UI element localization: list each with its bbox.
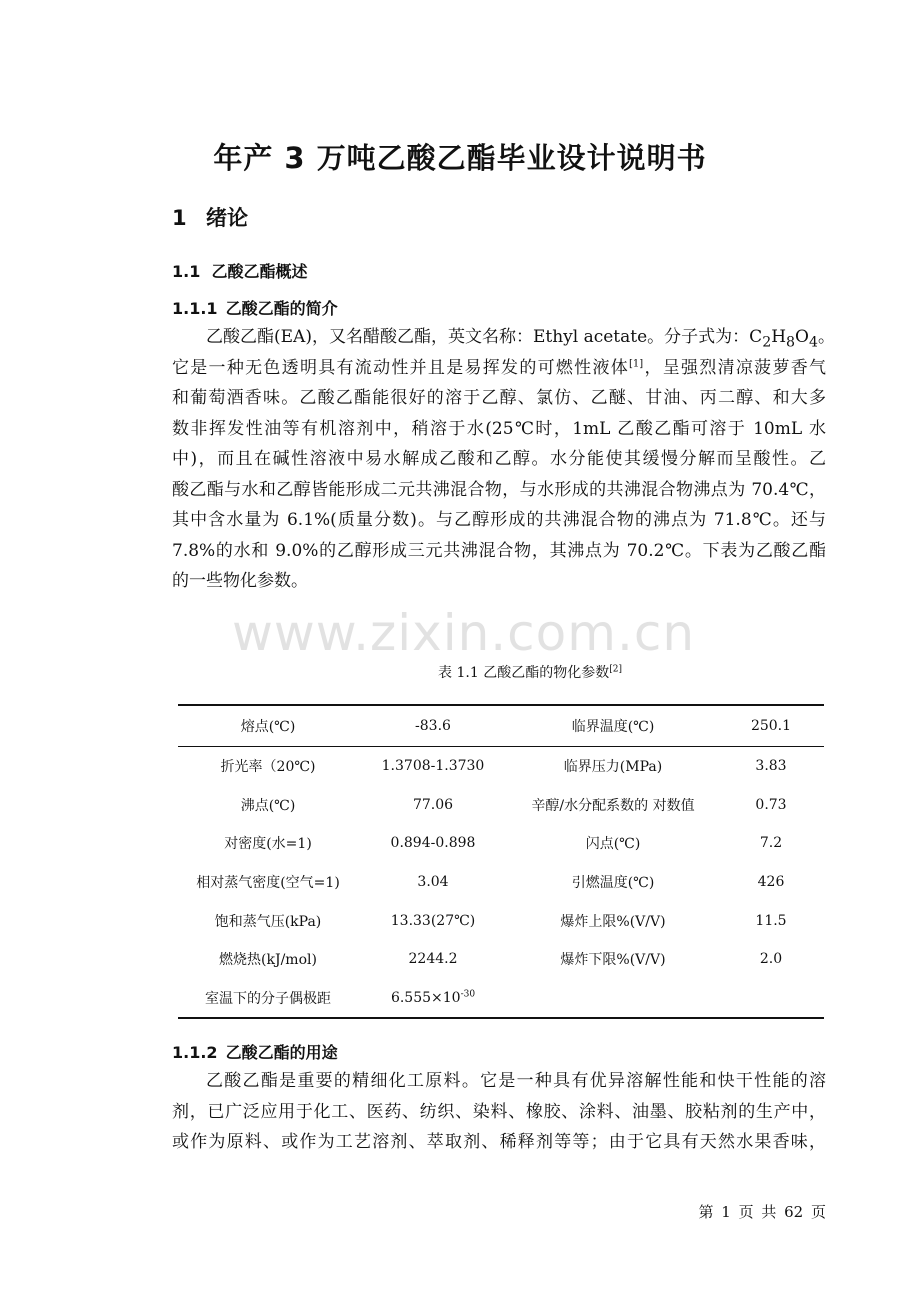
table-cell: 7.2 [759,835,783,852]
table-cell: 爆炸上限%(V/V) [560,913,666,930]
table-cell: 室温下的分子偶极距 [178,979,358,1019]
table-cell: 引燃温度(℃) [571,875,655,892]
table-cell: -83.6 [358,705,508,747]
subsection-number: 1.1.2 [172,1043,218,1062]
chapter-number: 1 [172,206,187,230]
table-cell: 沸点(℃) [240,797,296,814]
table-cell: 闪点(℃) [585,836,641,853]
table-row [178,824,824,863]
table-cell: 1.3708-1.3730 [381,758,485,775]
table-row [178,940,824,979]
table-cell: 2244.2 [408,951,458,968]
table-cell: 426 [757,874,785,891]
table-cell: 爆炸下限%(V/V) [560,952,666,969]
table-cell: 0.894-0.898 [390,835,476,852]
table-row [178,747,824,786]
table-cell: 饱和蒸气压(kPa) [214,913,322,930]
uses-paragraph [172,1066,826,1158]
citation-ref: [2] [609,664,622,675]
properties-table [178,704,824,1019]
paragraph-line: 中)，而且在碱性溶液中易水解成乙酸和乙醇。水分能使其缓慢分解而呈酸性。乙 [172,449,826,469]
paragraph-line: 和葡萄酒香味。乙酸乙酯能很好的溶于乙醇、氯仿、乙醚、甘油、丙二醇、和大多 [172,388,826,408]
table-header-row [178,705,824,747]
paragraph-line: 的一些物化参数。 [172,571,308,591]
paragraph-line: 7.8%的水和 9.0%的乙醇形成三元共沸混合物，其沸点为 70.2℃。下表为乙酸乙酯 [172,540,826,561]
table-cell [718,979,824,1019]
section-heading [172,259,308,282]
paragraph-line: 数非挥发性油等有机溶剂中，稍溶于水(25℃时，1mL 乙酸乙酯可溶于 10mL 水 [172,418,826,439]
table-cell: 辛醇/水分配系数的 对数值 [531,797,695,814]
paragraph-line: 或作为原料、或作为工艺溶剂、萃取剂、稀释剂等等；由于它具有天然水果香味， [172,1132,826,1152]
table-cell: 3.83 [755,758,787,775]
table-cell: 熔点(℃) [178,705,358,747]
paragraph-line: 酸乙酯与水和乙醇皆能形成二元共沸混合物，与水形成的共沸混合物沸点为 70.4℃， [172,479,826,500]
section-title: 乙酸乙酯概述 [211,262,308,281]
table-row [178,863,824,902]
table-cell: 13.33(27℃) [390,912,476,929]
subsection-heading-intro [172,296,338,319]
table-cell: $6.555\times 10^{-30}$ [358,979,508,1019]
chapter-heading [172,202,248,232]
table-cell: 250.1 [718,705,824,747]
paragraph-line: 乙酸乙酯(EA)，又名醋酸乙酯，英文名称：Ethyl acetate。分子式为：$C_2H_8O_4$。 [206,327,835,351]
table-caption: 表 1.1 乙酸乙酯的物化参数[2] [438,664,622,681]
page-title: 年产 3 万吨乙酸乙酯毕业设计说明书 [213,141,707,175]
subsection-number: 1.1.1 [172,299,218,318]
intro-paragraph [172,322,835,597]
section-number: 1.1 [172,262,201,281]
table-row [178,786,824,825]
subsection-heading-uses [172,1040,338,1063]
subsection-title: 乙酸乙酯的用途 [225,1043,338,1062]
paragraph-line: 剂，已广泛应用于化工、医药、纺织、染料、橡胶、涂料、油墨、胶粘剂的生产中， [172,1101,826,1122]
table-cell: 2.0 [759,951,783,968]
table-cell: 对密度(水=1) [224,836,312,853]
table-cell: 77.06 [412,796,454,813]
table-cell: 相对蒸气密度(空气=1) [196,875,340,892]
paragraph-line: 乙酸乙酯是重要的精细化工原料。它是一种具有优异溶解性能和快干性能的溶 [206,1071,826,1091]
table-row [178,901,824,940]
table-cell: 临界温度(℃) [508,705,718,747]
subsection-title: 乙酸乙酯的简介 [225,299,338,318]
table-cell: 0.73 [755,796,787,813]
paragraph-line: 它是一种无色透明具有流动性并且是易挥发的可燃性液体[1]，呈强烈清凉菠萝香气 [172,357,827,378]
citation-ref: [1] [629,357,644,369]
table-cell [508,979,718,1019]
table-row [178,979,824,1019]
chapter-title: 绪论 [206,206,248,230]
watermark: www.zixin.com.cn [232,604,696,662]
table-cell: 临界压力(MPa) [563,759,663,776]
paragraph-line: 其中含水量为 6.1%(质量分数)。与乙醇形成的共沸混合物的沸点为 71.8℃。还与 [172,510,826,530]
table-cell: 3.04 [417,874,449,891]
table-cell: 折光率（20℃) [220,759,316,776]
table-cell: 11.5 [755,912,787,929]
page-footer: 第 1 页 共 62 页 [698,1203,826,1221]
table-cell: 燃烧热(kJ/mol) [219,952,317,969]
